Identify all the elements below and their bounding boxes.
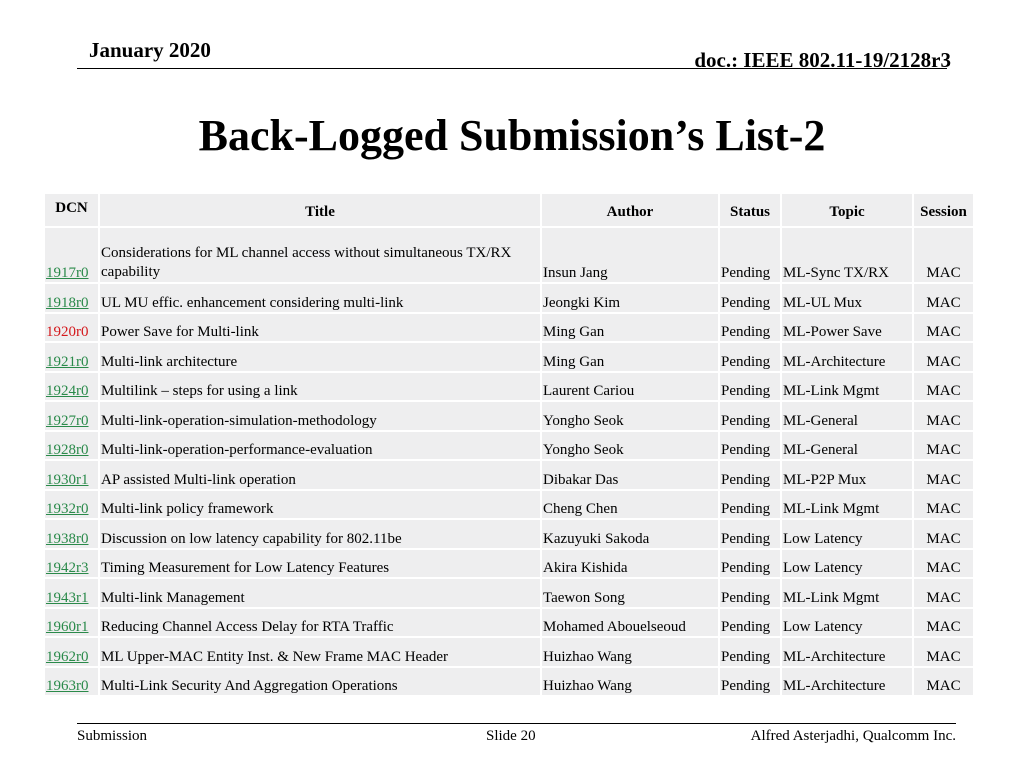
topic-cell: Low Latency xyxy=(782,609,912,637)
topic-cell: Low Latency xyxy=(782,550,912,578)
table-row xyxy=(45,461,973,489)
session-cell: MAC xyxy=(914,373,973,401)
dcn-link[interactable]: 1927r0 xyxy=(46,412,89,429)
author-cell: Akira Kishida xyxy=(542,550,718,578)
status-cell: Pending xyxy=(720,432,780,460)
status-cell: Pending xyxy=(720,402,780,430)
column-header-session: Session xyxy=(914,194,973,226)
title-cell: AP assisted Multi-link operation xyxy=(100,461,540,489)
topic-cell: ML-UL Mux xyxy=(782,284,912,312)
status-cell: Pending xyxy=(720,373,780,401)
author-cell: Huizhao Wang xyxy=(542,668,718,696)
slide-title: Back-Logged Submission’s List-2 xyxy=(198,111,826,160)
title-cell: Multi-link-operation-simulation-methodology xyxy=(100,402,540,430)
author-cell: Mohamed Abouelseoud xyxy=(542,609,718,637)
table-header-row xyxy=(45,194,973,226)
table-row xyxy=(45,638,973,666)
status-cell: Pending xyxy=(720,314,780,342)
topic-cell: ML-P2P Mux xyxy=(782,461,912,489)
session-cell: MAC xyxy=(914,461,973,489)
title-cell: Timing Measurement for Low Latency Features xyxy=(100,550,540,578)
footer-slide-number: Slide 20 xyxy=(486,728,536,744)
topic-cell: Low Latency xyxy=(782,520,912,548)
status-cell: Pending xyxy=(720,520,780,548)
dcn-link[interactable]: 1960r1 xyxy=(46,619,89,635)
table-row xyxy=(45,609,973,637)
topic-cell: ML-Architecture xyxy=(782,638,912,666)
status-cell: Pending xyxy=(720,668,780,696)
status-cell: Pending xyxy=(720,284,780,312)
author-cell: Cheng Chen xyxy=(542,491,718,519)
header-divider xyxy=(77,68,947,69)
footer-author: Alfred Asterjadhi, Qualcomm Inc. xyxy=(750,728,956,744)
topic-cell: ML-Architecture xyxy=(782,668,912,696)
title-cell: Discussion on low latency capability for 802.11be xyxy=(100,520,540,548)
dcn-link[interactable]: 1942r3 xyxy=(46,560,89,576)
table-row xyxy=(45,491,973,519)
table-row xyxy=(45,550,973,578)
title-cell: Multi-link Management xyxy=(100,579,540,607)
dcn-link[interactable]: 1930r1 xyxy=(46,471,89,488)
dcn-link[interactable]: 1963r0 xyxy=(46,678,89,694)
topic-cell: ML-Power Save xyxy=(782,314,912,342)
table-row xyxy=(45,432,973,460)
column-header-topic: Topic xyxy=(782,194,912,226)
status-cell: Pending xyxy=(720,579,780,607)
status-cell: Pending xyxy=(720,638,780,666)
session-cell: MAC xyxy=(914,668,973,696)
session-cell: MAC xyxy=(914,579,973,607)
author-cell: Dibakar Das xyxy=(542,461,718,489)
topic-cell: ML-Link Mgmt xyxy=(782,579,912,607)
dcn-link[interactable]: 1917r0 xyxy=(46,265,89,281)
author-cell: Ming Gan xyxy=(542,314,718,342)
status-cell: Pending xyxy=(720,228,780,282)
table-row xyxy=(45,668,973,696)
author-cell: Yongho Seok xyxy=(542,402,718,430)
session-cell: MAC xyxy=(914,609,973,637)
header-date: January 2020 xyxy=(89,38,211,62)
dcn-link[interactable]: 1921r0 xyxy=(46,353,89,370)
title-cell: Multi-link-operation-performance-evaluation xyxy=(100,432,540,460)
title-cell: UL MU effic. enhancement considering multi-link xyxy=(100,284,540,312)
author-cell: Kazuyuki Sakoda xyxy=(542,520,718,548)
author-cell: Ming Gan xyxy=(542,343,718,371)
column-header-author: Author xyxy=(542,194,718,226)
dcn-link[interactable]: 1924r0 xyxy=(46,383,89,399)
dcn-link[interactable]: 1920r0 xyxy=(46,324,89,340)
column-header-status: Status xyxy=(720,194,780,226)
session-cell: MAC xyxy=(914,432,973,460)
dcn-link[interactable]: 1943r1 xyxy=(46,589,89,606)
author-cell: Yongho Seok xyxy=(542,432,718,460)
table-row xyxy=(45,373,973,401)
session-cell: MAC xyxy=(914,550,973,578)
footer-submission: Submission xyxy=(77,728,148,744)
session-cell: MAC xyxy=(914,228,973,282)
topic-cell: ML-General xyxy=(782,432,912,460)
title-cell: Reducing Channel Access Delay for RTA Traffic xyxy=(100,609,540,637)
title-cell: Multi-link policy framework xyxy=(100,491,540,519)
session-cell: MAC xyxy=(914,491,973,519)
dcn-link[interactable]: 1918r0 xyxy=(46,294,89,311)
table-row xyxy=(45,402,973,430)
title-cell: Multi-Link Security And Aggregation Operations xyxy=(100,668,540,696)
title-cell: Considerations for ML channel access without simultaneous TX/RX capability xyxy=(101,245,512,280)
table-row xyxy=(45,579,973,607)
topic-cell: ML-General xyxy=(782,402,912,430)
author-cell: Jeongki Kim xyxy=(542,284,718,312)
header-doc-id: doc.: IEEE 802.11-19/2128r3 xyxy=(694,48,951,72)
author-cell: Insun Jang xyxy=(542,228,718,282)
status-cell: Pending xyxy=(720,550,780,578)
session-cell: MAC xyxy=(914,638,973,666)
topic-cell: ML-Architecture xyxy=(782,343,912,371)
status-cell: Pending xyxy=(720,343,780,371)
table-row xyxy=(45,228,973,282)
table-row xyxy=(45,343,973,371)
dcn-link[interactable]: 1932r0 xyxy=(46,501,89,517)
status-cell: Pending xyxy=(720,609,780,637)
status-cell: Pending xyxy=(720,491,780,519)
column-header-dcn: DCN xyxy=(45,194,98,226)
topic-cell: ML-Link Mgmt xyxy=(782,491,912,519)
title-cell: Multi-link architecture xyxy=(100,343,540,371)
author-cell: Laurent Cariou xyxy=(542,373,718,401)
dcn-link[interactable]: 1962r0 xyxy=(46,648,89,665)
column-header-title: Title xyxy=(100,194,540,226)
submission-table xyxy=(43,192,975,697)
dcn-link[interactable]: 1928r0 xyxy=(46,442,89,458)
topic-cell: ML-Link Mgmt xyxy=(782,373,912,401)
table-row xyxy=(45,284,973,312)
title-cell: Power Save for Multi-link xyxy=(100,314,540,342)
footer-divider xyxy=(77,723,956,724)
status-cell: Pending xyxy=(720,461,780,489)
dcn-link[interactable]: 1938r0 xyxy=(46,530,89,547)
session-cell: MAC xyxy=(914,343,973,371)
author-cell: Huizhao Wang xyxy=(542,638,718,666)
topic-cell: ML-Sync TX/RX xyxy=(782,228,912,282)
table-row xyxy=(45,520,973,548)
session-cell: MAC xyxy=(914,402,973,430)
session-cell: MAC xyxy=(914,284,973,312)
session-cell: MAC xyxy=(914,314,973,342)
title-cell: Multilink – steps for using a link xyxy=(100,373,540,401)
session-cell: MAC xyxy=(914,520,973,548)
title-cell: ML Upper-MAC Entity Inst. & New Frame MAC Header xyxy=(100,638,540,666)
table-row xyxy=(45,314,973,342)
author-cell: Taewon Song xyxy=(542,579,718,607)
